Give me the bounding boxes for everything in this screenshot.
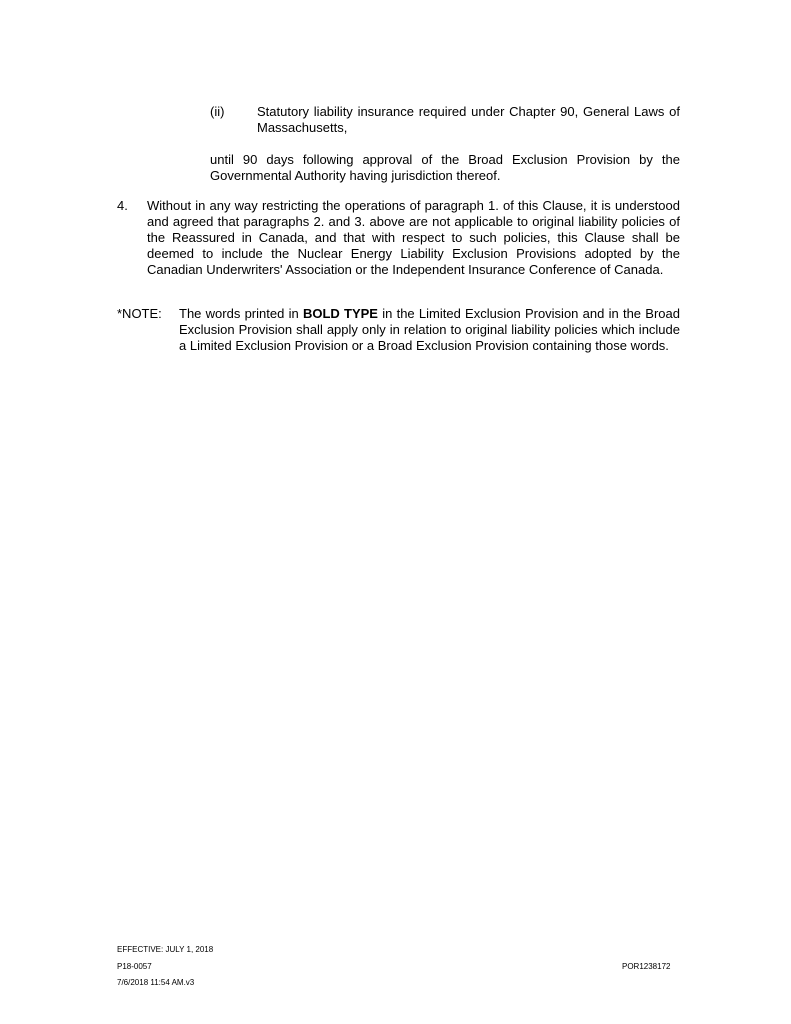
- note-bold-text: BOLD TYPE: [302, 306, 378, 321]
- paragraph-4-text: Without in any way restricting the operations of paragraph 1. of this Clause, it is understood and agreed that paragraphs 2. and 3. above are not applicable to original liability policies of the Reassured in Canada, and that with respect to such policies, this Clause shall be deemed to include the Nuclear Energy Liability Exclusion Provisions adopted by the Canadian Underwriters' Association or the Independent Insurance Conference of Canada.: [147, 198, 680, 277]
- note-text: [179, 306, 680, 354]
- sub-item-text: Statutory liability insurance required under Chapter 90, General Laws of Massachusetts,: [257, 104, 680, 135]
- until-paragraph: until 90 days following approval of the Broad Exclusion Provision by the Governmental Authority having jurisdiction thereof.: [210, 152, 680, 183]
- footer-form-number: P18-0057: [117, 962, 152, 971]
- paragraph-4: [117, 198, 680, 278]
- paragraph-4-number: 4.: [117, 198, 128, 213]
- note-text-after: in the Limited Exclusion Provision and in the Broad Exclusion Provision shall apply only in relation to original liability policies which include a Limited Exclusion Provision or a Broad Exclusion Provision containing those words.: [179, 306, 680, 353]
- footer-timestamp: 7/6/2018 11:54 AM.v3: [117, 978, 195, 987]
- note-text-before: The words printed in: [179, 306, 303, 321]
- sub-item-number: (ii): [210, 104, 225, 119]
- footer-doc-id: POR1238172: [622, 962, 671, 971]
- footer-effective-date: EFFECTIVE: JULY 1, 2018: [117, 945, 214, 954]
- sub-item-ii: [210, 104, 680, 136]
- note-label: *NOTE:: [117, 306, 162, 321]
- note-block: [117, 306, 680, 354]
